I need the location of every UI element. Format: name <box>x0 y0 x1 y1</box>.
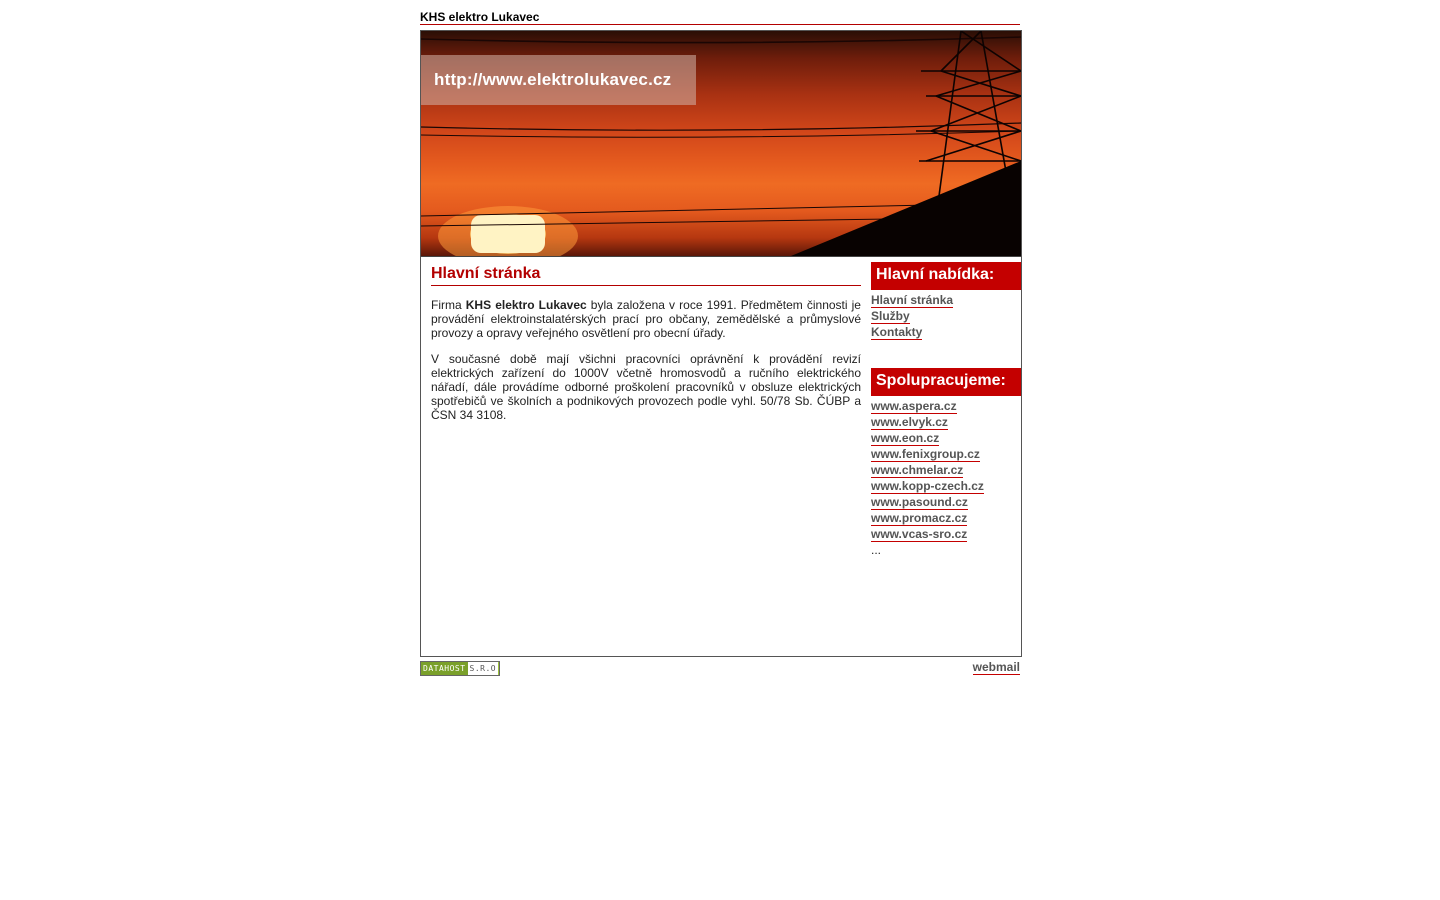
partner-link[interactable]: www.vcas-sro.cz <box>871 527 968 541</box>
partners-list <box>871 398 1021 558</box>
partner-item <box>871 494 1021 510</box>
partner-link[interactable]: www.eon.cz <box>871 431 940 445</box>
badge-left-text: DATAHOST <box>423 664 466 673</box>
partner-link[interactable]: www.promacz.cz <box>871 511 968 525</box>
menu-link-services[interactable]: Služby <box>871 309 910 323</box>
partner-item <box>871 430 1021 446</box>
partner-link[interactable]: www.fenixgroup.cz <box>871 447 980 461</box>
qualification-paragraph: V současné době mají všichni pracovníci oprávnění k provádění revizí elektrických zařízení do 1000V včetně hromosvodů a ručního elektrického nářadí, dále provádíme odborné proškolení pracovníků v obsluze elektrických spotřebičů ve školních a podnikových provozech podle vyhl. 50/78 Sb. ČÚBP a ČSN 34 3108. <box>431 352 861 422</box>
partner-link[interactable]: www.aspera.cz <box>871 399 957 413</box>
partner-item <box>871 510 1021 526</box>
webmail-link[interactable]: webmail <box>972 660 1020 674</box>
menu-link-home[interactable]: Hlavní stránka <box>871 293 954 307</box>
site-title: KHS elektro Lukavec <box>420 10 1020 25</box>
partners-title: Spolupracujeme: <box>871 368 1021 396</box>
intro-paragraph <box>431 298 861 340</box>
partner-item <box>871 462 1021 478</box>
partner-link[interactable]: www.kopp-czech.cz <box>871 479 984 493</box>
menu-item <box>871 324 1021 340</box>
sidebar <box>871 262 1021 558</box>
footer <box>420 660 1020 678</box>
partners-block <box>871 368 1021 558</box>
badge-right-text: S.R.O <box>469 664 497 673</box>
menu-item <box>871 308 1021 324</box>
company-name: KHS elektro Lukavec <box>465 298 587 312</box>
partners-more-text: ... <box>871 543 882 557</box>
menu-link-contacts[interactable]: Kontakty <box>871 325 923 339</box>
banner-url-label: http://www.elektrolukavec.cz <box>421 55 696 105</box>
partner-link[interactable]: www.pasound.cz <box>871 495 968 509</box>
partner-item <box>871 526 1021 542</box>
partner-item <box>871 398 1021 414</box>
main-content <box>431 264 861 422</box>
partner-link[interactable]: www.elvyk.cz <box>871 415 948 429</box>
partner-link[interactable]: www.chmelar.cz <box>871 463 964 477</box>
partner-item <box>871 446 1021 462</box>
content-frame <box>420 30 1022 657</box>
partner-item <box>871 414 1021 430</box>
header-banner-image <box>421 31 1021 257</box>
datahost-badge-link[interactable] <box>420 661 500 676</box>
intro-text: byla založena v roce 1991. Předmětem činnosti je provádění elektroinstalatérských prací pro občany, zemědělské a průmyslové provozy a opravy veřejného osvětlení pro obecní úřady. <box>431 298 861 340</box>
intro-prefix: Firma <box>431 298 466 312</box>
partner-more <box>871 542 1021 558</box>
partner-item <box>871 478 1021 494</box>
main-menu-list <box>871 292 1021 340</box>
page-heading: Hlavní stránka <box>431 264 861 286</box>
menu-item <box>871 292 1021 308</box>
main-menu-title: Hlavní nabídka: <box>871 262 1021 290</box>
